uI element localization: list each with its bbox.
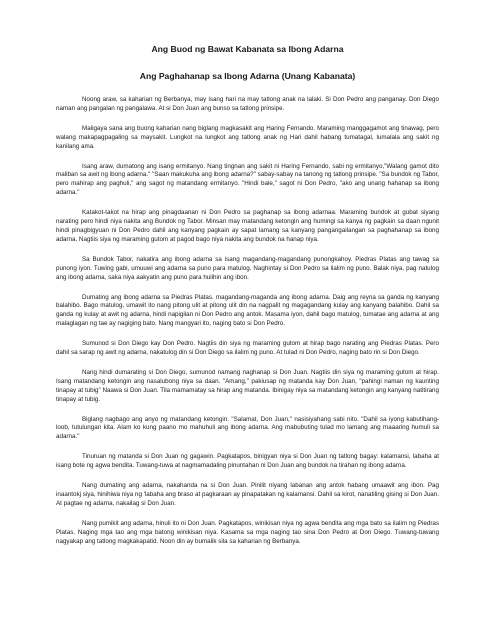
paragraph: Dumating ang ibong adarna sa Piedras Platas. magandang-maganda ang ibong adarna. Daig ang reyna sa ganda ng kanyang balahibo. Bago matulog, umawit ito nang pitong ulit at pitong ulit din na nagpalit ng magagandang kulay ang kanyang balahibo. Dahil sa ganda ng kulay at awit ng adarna, hindi napigilan ni Don Pedro ang antok. Masama iyon, dahil bago matulog, tumatae ang adarna at ang malaglagan ng tae ay nagiging bato. Nang mangyari ito, naging bato si Don Pedro. bbox=[56, 293, 439, 328]
chapter-title: Ang Paghahanap sa Ibong Adarna (Unang Kabanata) bbox=[139, 71, 356, 81]
paragraph: Sumunod si Don Diego kay Don Pedro. Nagtiis din siya ng maraming gutom at hirap bago narating ang Piedras Platas. Pero dahil sa sarap ng awit ng adarna, nakatulog din si Don Diego sa ilalim ng puno. At tulad ni Don Pedro, naging bato rin si Don Diego. bbox=[56, 340, 439, 357]
paragraph: Katakot-takot na hirap ang pinagdaanan ni Don Pedro sa paghanap sa ibong adarnaa. Maraming bundok at gubat siyang narating pero hindi niya nakita ang Bundok ng Tabor. Minsan may matandang ketongin ang humingi sa kanya ng pagkain sa daan ngunit hindi pinagbigyuan ni Don Pedro dahil ang kanyang pagkain ay sapat lamang sa kanyang pangangailangan sa paghahanap sa ibong adarna. Nagtiis siya ng maraming gutom at pagod bago niya nakita ang bundok na hanap niya. bbox=[56, 209, 439, 243]
paragraph: Tinuruan ng matanda si Don Juan ng gagawin. Pagkatapos, binigyan niya si Don Juan ng tatlong bagay: kalamansi, labaha at isang bote ng agwa bendita. Tuwang-tuwa at nagmamadaling pinuntahan ni Don Juan ang bundok na tirahan ng ibong adarna. bbox=[56, 453, 439, 470]
paragraph: Biglang nagbago ang anyo ng matandang ketongin. "Salamat, Don Juan," nasisiyahang sabi nito. "Dahil sa iyong kabutihang-loob, tutulungan kita. Alam ko kung paano mo mahuhuli ang ibong adarna. Ang mabubuting tulad mo lamang ang maaaring humuli sa adarna." bbox=[56, 415, 439, 441]
paragraph: Sa Bundok Tabor, nakatira ang ibong adarna sa isang magandang-magandang punongkahoy. Piedras Platas ang tawag sa punong iyon. Tuwing gabi, umuuwi ang adarna sa puno para matulog. Naghintay si Don Pedro sa ilalim ng puno. Balak niya, pag natulog ang ibong adarna, saka niya aakyatin ang puno para hulihin ang ibon. bbox=[56, 255, 439, 281]
paragraph: Nang hindi dumarating si Don Diego, sumunod namang naghanap si Don Juan. Nagtiis din siya ng maraming gutom at hirap. Isang matandang ketongin ang nasalubong niya sa daan. "Amang," pakiusap ng matanda kay Don Juan, "pahingi naman ng kaunting tinapay at tubig" Naawa si Don Juan. Tila mamamatay sa hirap ang matanda. Ibinigay niya sa matandang ketongin ang kanyang natitirang tinapay at tubig. bbox=[56, 368, 439, 403]
paragraph: Isang araw, dumatong ang isang ermitanyo. Nang tingnan ang sakit ni Haring Fernando, sabi ng ermitanyo,"Walang gamot dito maliban sa awit ng ibong adarna." "Saan makukuha ang ibong adarna?" sabay-sabay na tanong ng tatlong prinsipe. "Sa bundok ng Tabor, pero mahirap ang paghuli," ang sagot ng matandang ermitanyo. "Hindi bale," sagot ni Don Pedro, "ako ang unang hahanap sa ibong adarna." bbox=[56, 162, 439, 197]
paragraph: Maligaya sana ang buong kaharian nang biglang magkasakit ang Haring Fernando. Maraming manggagamot ang tinawag, pero walang makapagpagaling sa maysakit. Lungkot na lungkot ang tatlong anak ng Hari dahil habang tumatagal, lumalala ang sakit ng kanilang ama. bbox=[56, 124, 439, 150]
paragraph: Noong araw, sa kaharian ng Berbanya, may isang hari na may tatlong anak na lalaki. Si Don Pedro ang panganay. Don Diego naman ang pangalan ng pangalawa. At si Don Juan ang bunso sa tatlong prinsipe. bbox=[56, 96, 439, 112]
paragraph: Nang pumikit ang adarna, hinuli ito ni Don Juan. Pagkatapos, winikisan niya ng agwa bendita ang mga bato sa ilalim ng Piedras Platas. Naging mga tao ang mga batong winikisan niya. Kasama sa mga naging tao sina Don Pedro at Don Diego. Tuwang-tuwang nagyakap ang tatlong magkakapatid. Noon din ay bumalik sila sa kaharian ng Berbanya. bbox=[56, 519, 439, 545]
paragraph: Nang dumating ang adarna, nakahanda na si Don Juan. Pinilit niyang labanan ang antok habang umaawit ang ibon. Pag inaantokj siya, hinihiwa niya ng 'labaha ang braso at pagkaraan ay pinapatakan ng kalamansi. Dahil sa kirot, nanatiling gising si Don Juan. At pagtae ng adarna, nakailag si Don Juan. bbox=[56, 482, 439, 507]
document-title: Ang Buod ng Bawat Kabanata sa Ibong Adarna bbox=[151, 44, 344, 54]
